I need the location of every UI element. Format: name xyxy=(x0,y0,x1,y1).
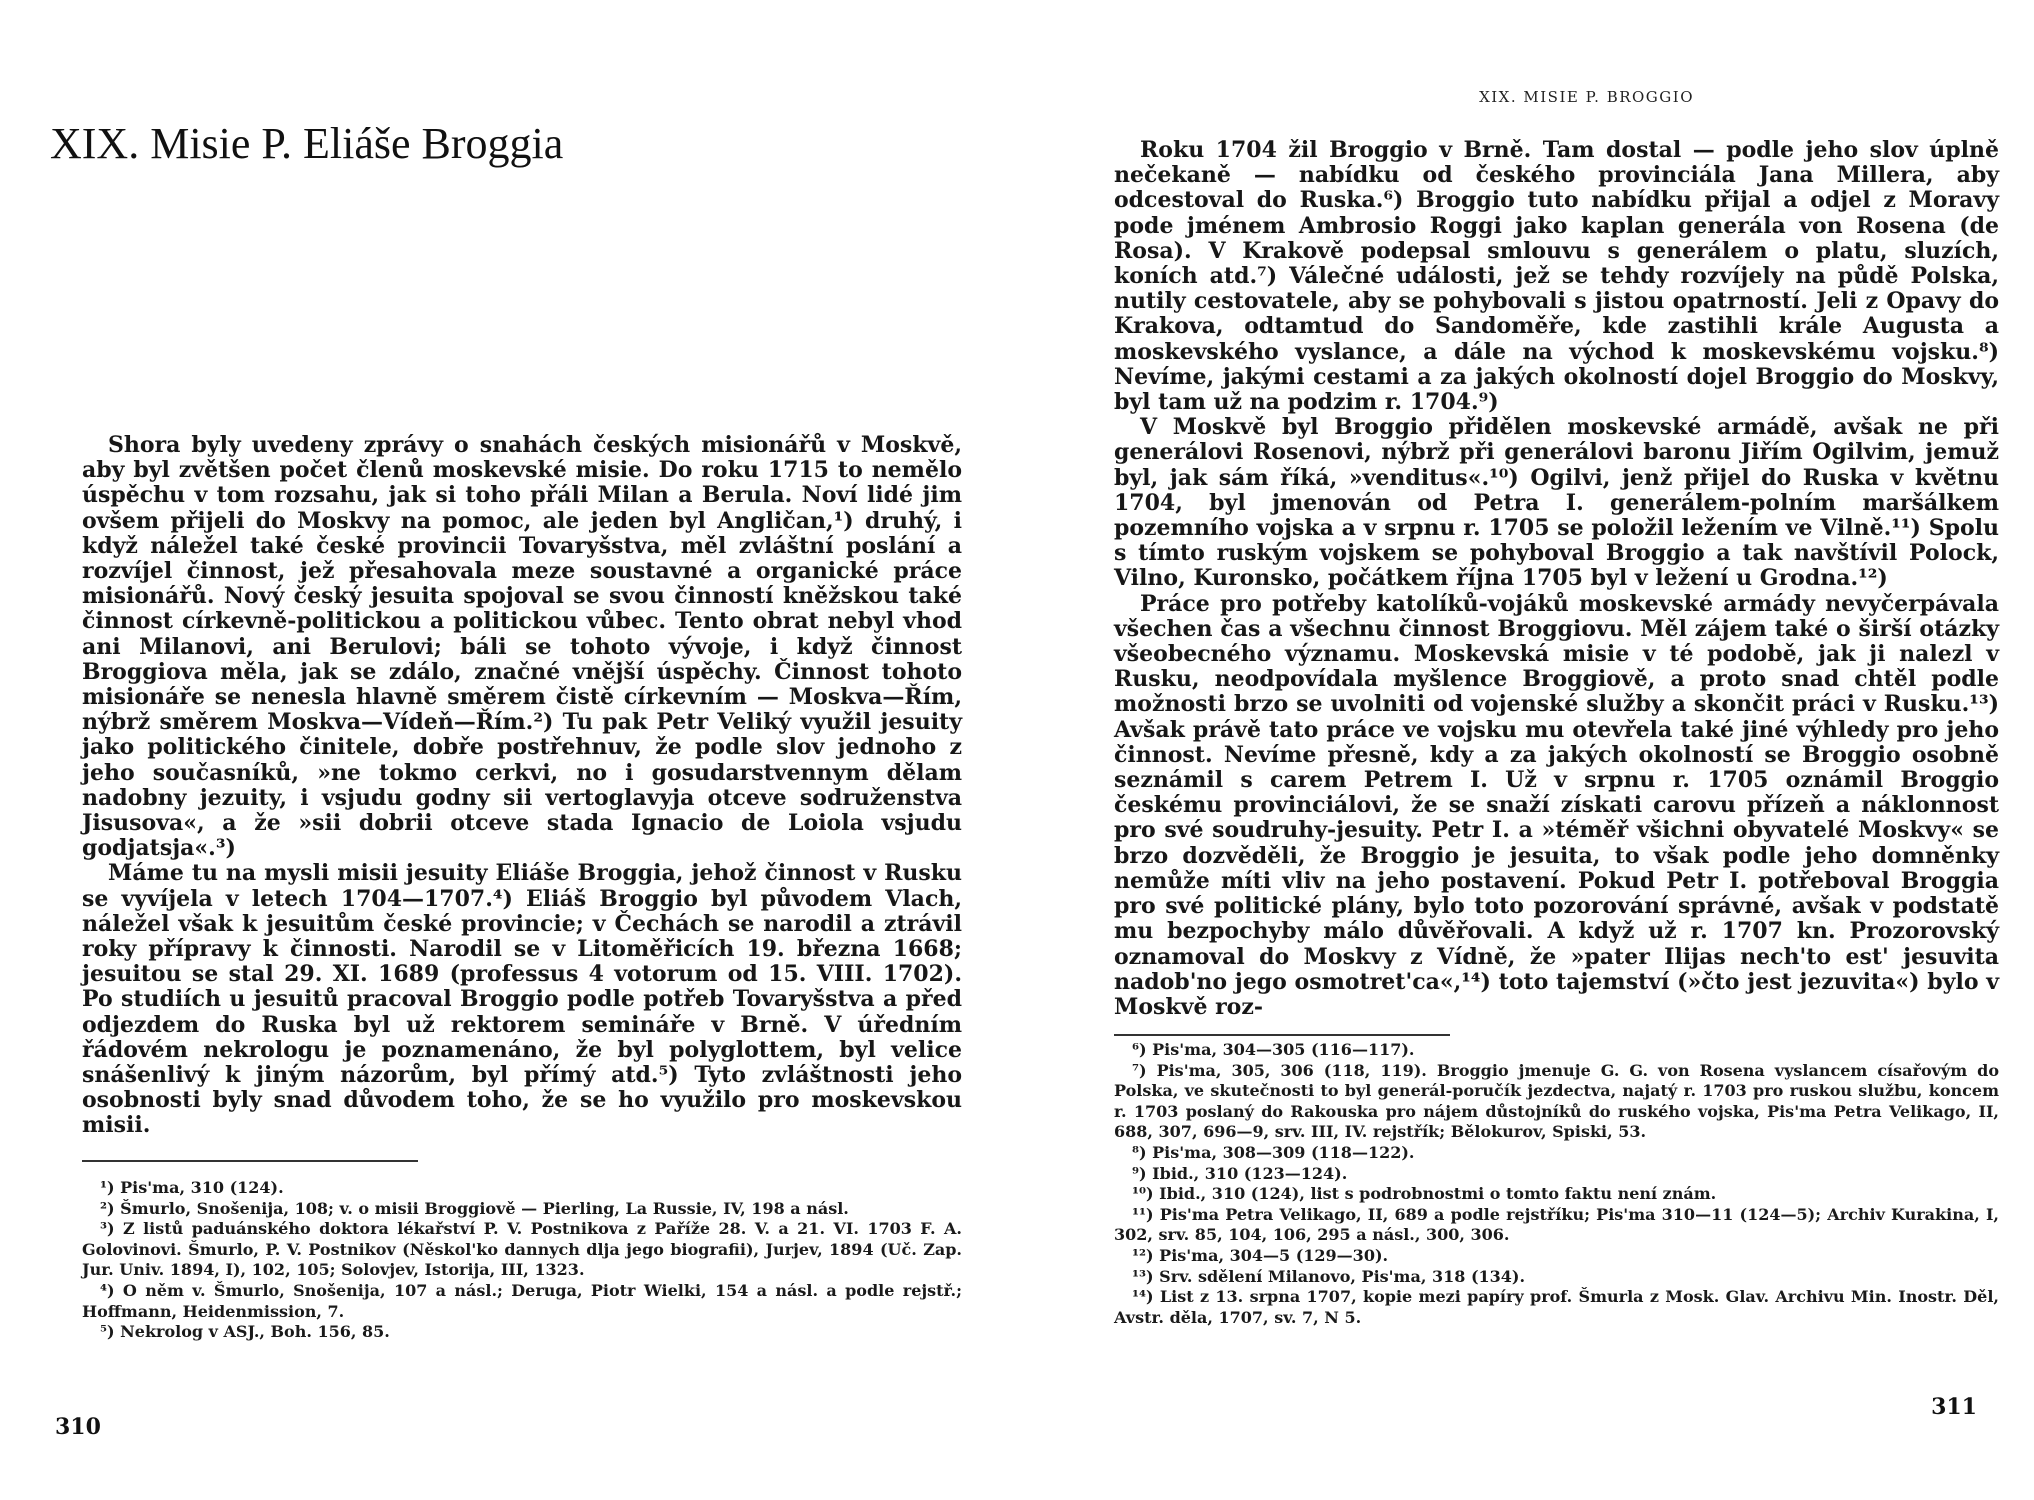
footnote: ¹⁴) List z 13. srpna 1707, kopie mezi papíry prof. Šmurla z Mosk. Glav. Archivu Min. Inostr. Děl, Avstr. děla, 1707, sv. 7, N 5. xyxy=(1114,1287,1999,1327)
body-paragraph: Roku 1704 žil Broggio v Brně. Tam dostal — podle jeho slov úplně nečekaně — nabídku od českého provinciála Jana Millera, aby odcestoval do Ruska.⁶) Broggio tuto nabídku přijal a odjel z Moravy pode jménem Ambrosio Roggi jako kaplan generála von Rosena (de Rosa). V Krakově podepsal smlouvu s generálem o platu, sluzích, koních atd.⁷) Válečné události, jež se tehdy rozvíjely na půdě Polska, nutily cestovatele, aby se pohybovali s jistou opatrností. Jeli z Opavy do Krakova, odtamtud do Sandoměře, kde zastihli krále Augusta a moskevského vyslance, a dále na východ k moskevskému vojsku.⁸) Nevíme, jakými cestami a za jakých okolností dojel Broggio do Moskvy, byl tam už na podzim r. 1704.⁹) xyxy=(1114,137,1999,416)
body-paragraph: Shora byly uvedeny zprávy o snahách českých misionářů v Moskvě, aby byl zvětšen počet členů moskevské misie. Do roku 1715 to nemělo úspěchu v tom rozsahu, jak si toho přáli Milan a Berula. Noví lidé jim ovšem přijeli do Moskvy na pomoc, ale jeden byl Angličan,¹) druhý, i když náležel také české provincii Tovaryšstva, měl zvláštní poslání a rozvíjel činnost, jež přesahovala meze soustavné a organické práce misionářů. Nový český jesuita spojoval se svou činností kněžskou také činnost církevně-politickou a politickou vůbec. Tento obrat nebyl vhod ani Milanovi, ani Berulovi; báli se tohoto vývoje, i když činnost Broggiova měla, jak se zdálo, značné vnější úspěchy. Činnost tohoto misionáře se nenesla hlavně směrem čistě církevním — Moskva—Řím, nýbrž směrem Moskva—Vídeň—Řím.²) Tu pak Petr Veliký využil jesuity jako politického činitele, dobře postřehnuv, že podle slov jednoho z jeho současníků, »ne tokmo cerkvi, no i gosudarstvennym dělam nadobny jezuity, i vsjudu godny sii vertoglavyja otceve sodruženstva Jisusova«, a že »sii dobrii otceve stada Ignacio de Loiola vsjudu godjatsja«.³) xyxy=(82,432,962,862)
footnote: ⁴) O něm v. Šmurlo, Snošenija, 107 a násl.; Deruga, Piotr Wielki, 154 a násl. a podle rejstř.; Hoffmann, Heidenmission, 7. xyxy=(82,1280,962,1321)
footnote: ⁸) Pis'ma, 308—309 (118—122). xyxy=(1132,1142,1415,1162)
footnote: ⁷) Pis'ma, 305, 306 (118, 119). Broggio jmenuje G. G. von Rosena vyslancem císařovým do Polska, ve skutečnosti to byl generál-poručík jezdectva, najatý r. 1703 pro ruskou službu, koncem r. 1703 poslaný do Rakouska pro nájem důstojníků do ruského vojska, Pis'ma Petra Velikago, II, 688, 307, 696—9, srv. III, IV. rejstřík; Bělokurov, Spiski, 53. xyxy=(1114,1060,1999,1142)
footnote: ¹²) Pis'ma, 304—5 (129—30). xyxy=(1132,1245,1389,1265)
left-body-text xyxy=(82,433,962,1139)
footnote-rule xyxy=(1114,1034,1450,1036)
body-paragraph: Práce pro potřeby katolíků-vojáků moskevské armády nevyčerpávala všechen čas a všechnu činnost Broggiovu. Měl zájem také o širší otázky všeobecného významu. Moskevská misie v té podobě, jak ji nalezl v Rusku, neodpovídala myšlence Broggiově, a proto snad chtěl podle možnosti brzo se uvolniti od vojenské služby a skončit práci v Rusku.¹³) Avšak právě tato práce ve vojsku mu otevřela také jiné výhledy pro jeho činnost. Nevíme přesně, kdy a za jakých okolností se Broggio osobně seznámil s carem Petrem I. Už v srpnu r. 1705 oznámil Broggio českému provinciálovi, že se snaží získati carovu přízeň a náklonnost pro své soudruhy-jesuity. Petr I. a »téměř všichni obyvatelé Moskvy« se brzo dozvěděli, že Broggio je jesuita, to však podle jeho domněnky nemůže míti vliv na jeho postavení. Pokud Petr I. potřeboval Broggia pro své politické plány, bylo toto pozorování správné, avšak v podstatě mu bezpochyby málo důvěřovali. A když už r. 1707 kn. Prozorovský oznamoval do Moskvy z Vídně, že »pater Ilijas nech'to est' jesuvita nadob'no jego osmotret'ca«,¹⁴) toto tajemství (»čto jest jezuvita«) bylo v Moskvě roz- xyxy=(1114,590,1999,1020)
footnote: ³) Z listů paduánského doktora lékařství P. V. Postnikova z Paříže 28. V. a 21. VI. 1703 F. A. Golovinovi. Šmurlo, P. V. Postnikov (Něskol'ko dannych dlja jego biografii), Jurjev, 1894 (Uč. Zap. Jur. Univ. 1894, I), 102, 105; Solovjev, Istorija, III, 1323. xyxy=(82,1219,962,1280)
page-number: 310 xyxy=(55,1414,101,1440)
footnote: ⁶) Pis'ma, 304—305 (116—117). xyxy=(1132,1040,1415,1059)
left-footnotes xyxy=(82,1178,962,1343)
chapter-title: XIX. Misie P. Eliáše Broggia xyxy=(50,119,564,168)
footnote: ⁵) Nekrolog v ASJ., Boh. 156, 85. xyxy=(100,1322,390,1342)
footnote: ¹³) Srv. sdělení Milanovo, Pis'ma, 318 (134). xyxy=(1132,1266,1526,1286)
footnote: ¹⁰) Ibid., 310 (124), list s podrobnostmi o tomto faktu není znám. xyxy=(1132,1184,1717,1204)
right-page xyxy=(1017,0,2034,1500)
running-head: XIX. MISIE P. BROGGIO xyxy=(1479,88,1694,106)
page-number: 311 xyxy=(1931,1394,1977,1420)
footnote: ¹¹) Pis'ma Petra Velikago, II, 689 a podle rejstříku; Pis'ma 310—11 (124—5); Archiv Kurakina, I, 302, srv. 85, 104, 106, 295 a násl., 300, 306. xyxy=(1114,1204,1999,1245)
footnote: ⁹) Ibid., 310 (123—124). xyxy=(1132,1163,1348,1183)
footnote-rule xyxy=(82,1160,418,1162)
right-body-text xyxy=(1114,138,1999,1020)
body-paragraph: V Moskvě byl Broggio přidělen moskevské armádě, avšak ne při generálovi Rosenovi, nýbrž při generálovi baronu Jiřím Ogilvim, jemuž byl, jak sám říká, »venditus«.¹⁰) Ogilvi, jenž přijel do Ruska v květnu 1704, byl jmenován od Petra I. generálem-polním maršálkem pozemního vojska a v srpnu r. 1705 se položil ležením ve Vilně.¹¹) Spolu s tímto ruským vojskem se pohyboval Broggio a tak navštívil Polock, Vilno, Kuronsko, počátkem října 1705 byl v ležení u Grodna.¹²) xyxy=(1114,414,1999,592)
footnote: ¹) Pis'ma, 310 (124). xyxy=(100,1178,284,1197)
right-footnotes xyxy=(1114,1040,1999,1328)
footnote: ²) Šmurlo, Snošenija, 108; v. o misii Broggiově — Pierling, La Russie, IV, 198 a násl. xyxy=(100,1198,849,1218)
body-paragraph: Máme tu na mysli misii jesuity Eliáše Broggia, jehož činnost v Rusku se vyvíjela v letech 1704—1707.⁴) Eliáš Broggio byl původem Vlach, náležel však k jesuitům české provincie; v Čechách se narodil a ztrávil roky přípravy k činnosti. Narodil se v Litoměřicích 19. března 1668; jesuitou se stal 29. XI. 1689 (professus 4 votorum od 15. VIII. 1702). Po studiích u jesuitů pracoval Broggio podle potřeb Tovaryšstva a před odjezdem do Ruska byl už rektorem semináře v Brně. V úředním řádovém nekrologu je poznamenáno, že byl polyglottem, byl velice snášenlivý k jiným názorům, byl přímý atd.⁵) Tyto zvláštnosti jeho osobnosti byly snad důvodem toho, že se ho využilo pro moskevskou misii. xyxy=(82,860,962,1139)
